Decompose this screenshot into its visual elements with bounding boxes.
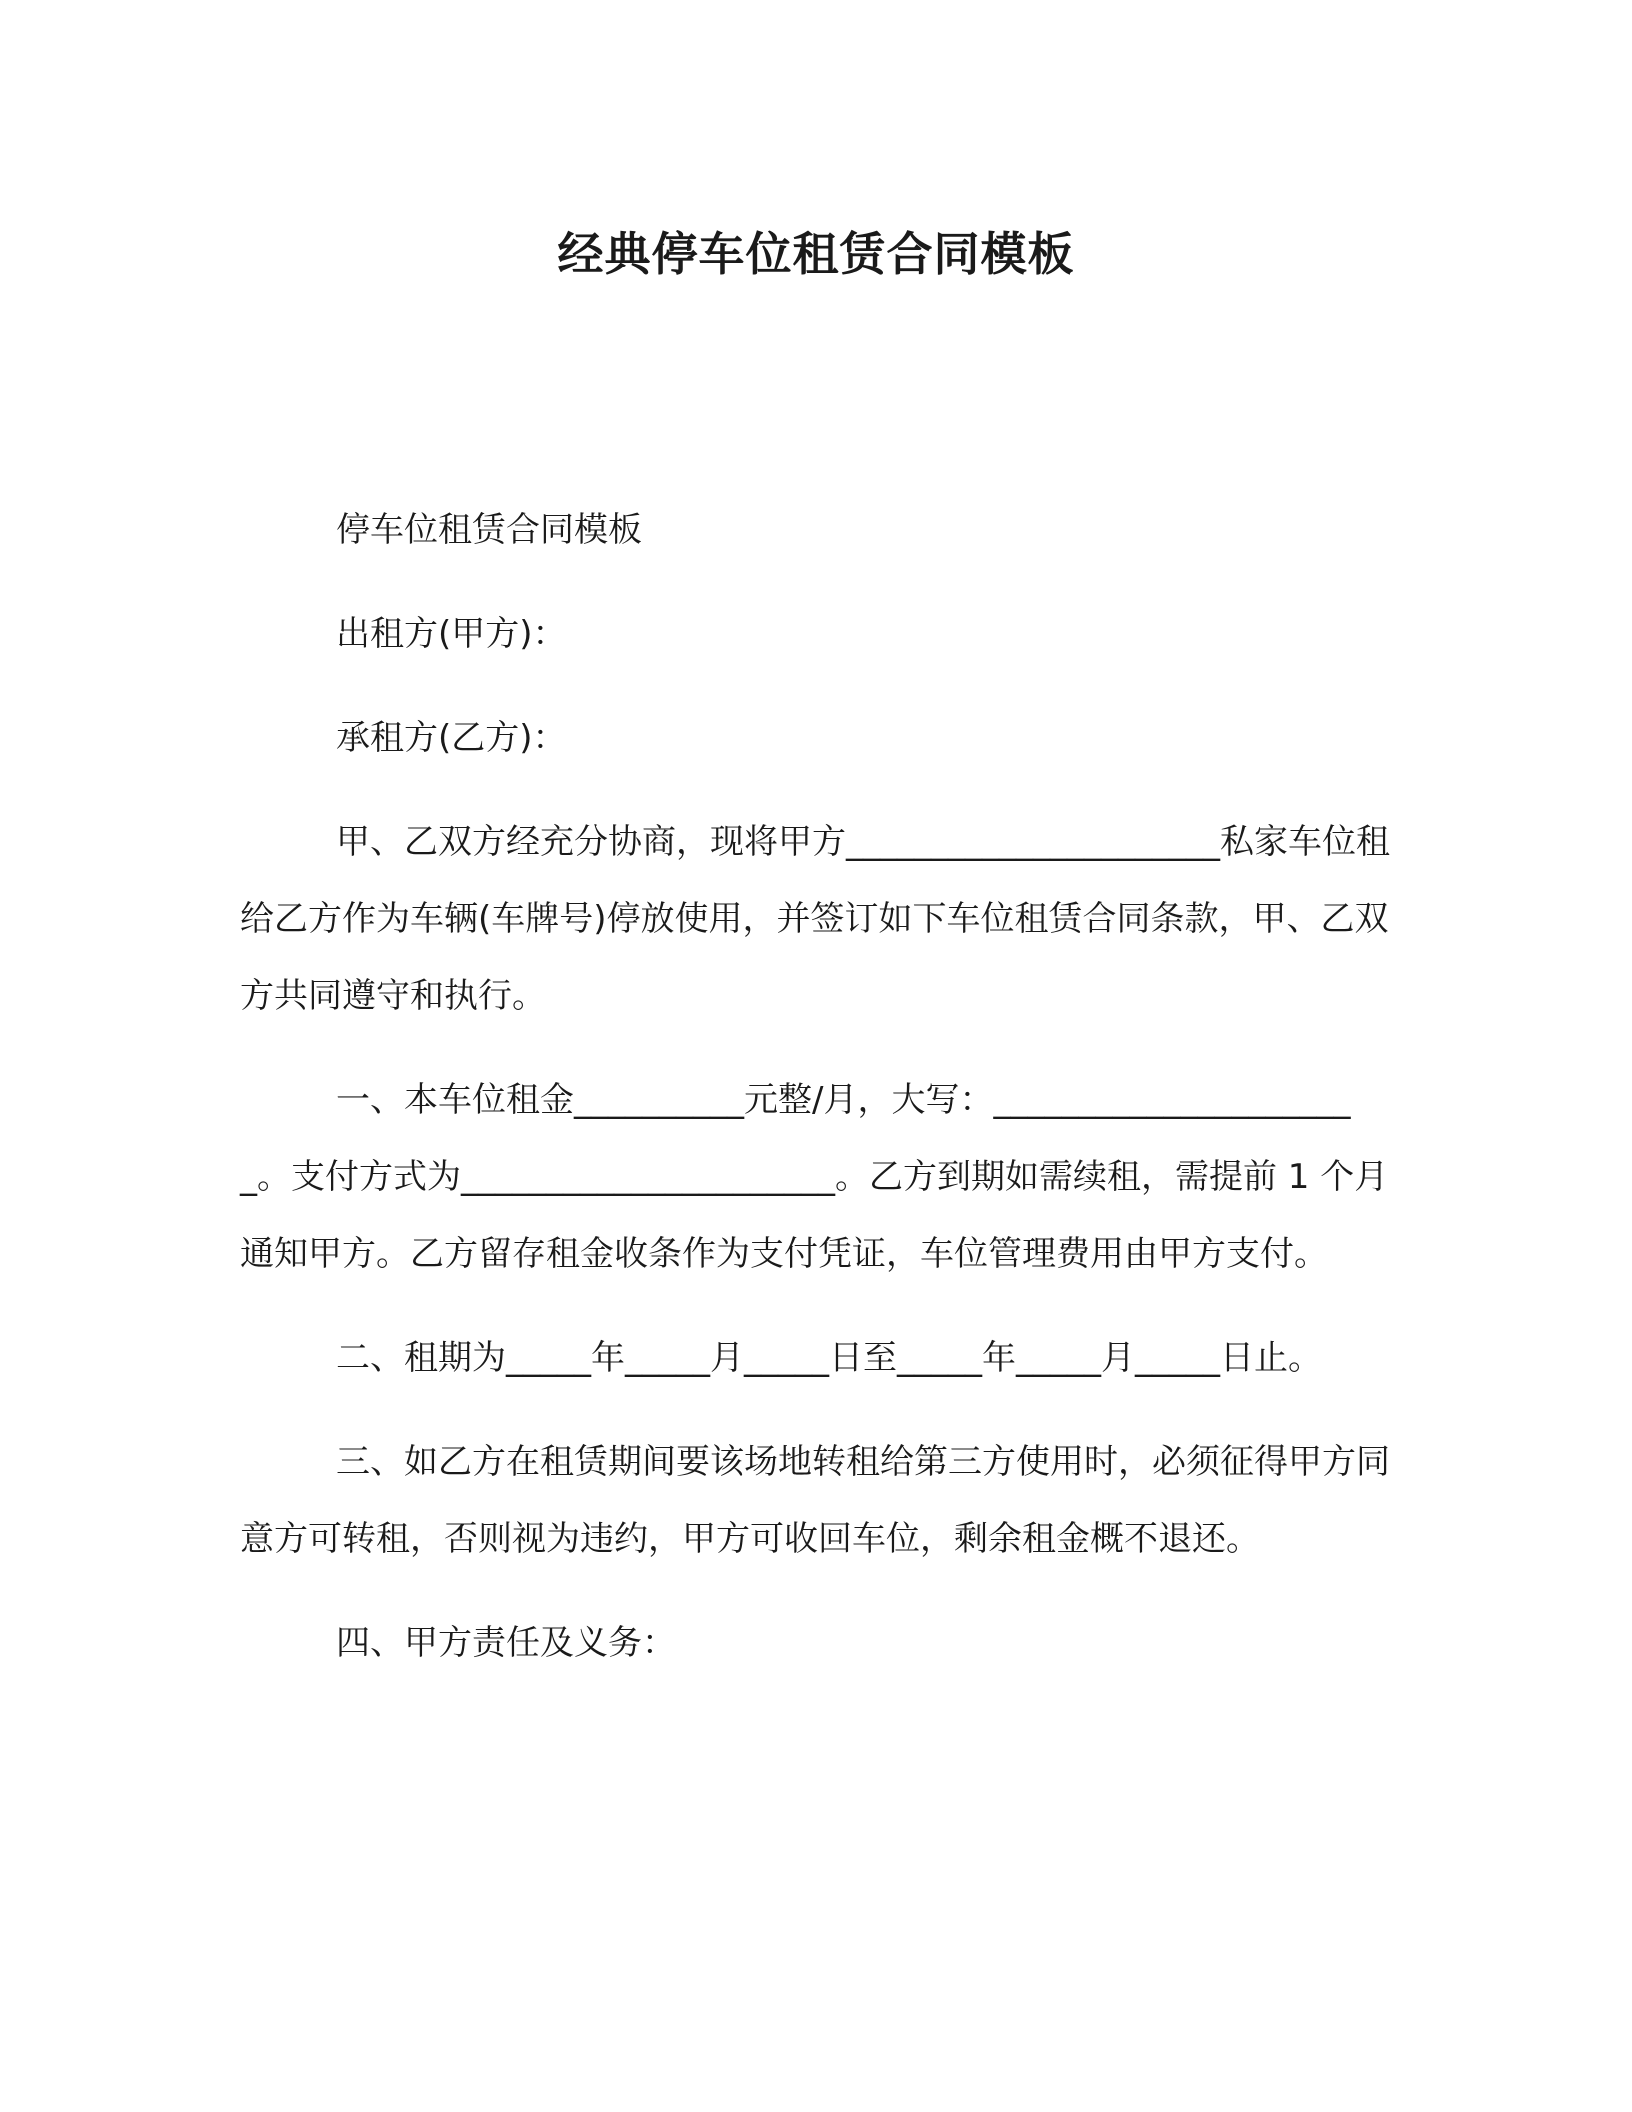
intro-paragraph: 甲、乙双方经充分协商，现将甲方______________________私家车位租给乙方作为车辆(车牌号)停放使用，并签订如下车位租赁合同条款，甲、乙双方共同遵守和执行。 (240, 822, 1390, 1016)
document-body (240, 492, 1390, 1709)
lessor-line: 出租方(甲方)： (336, 614, 567, 654)
contract-subtitle: 停车位租赁合同模板 (336, 510, 642, 550)
document-title: 经典停车位租赁合同模板 (557, 227, 1075, 281)
clause-1-rent: 一、本车位租金__________元整/月，大写：______________________。支付方式为______________________。乙方到期如需续租，需提前 1 个月通知甲方。乙方留存租金收条作为支付凭证，车位管理费用由甲方支付。 (240, 1080, 1389, 1274)
lessee-line: 承租方(乙方)： (336, 718, 567, 758)
clause-4-heading: 四、甲方责任及义务： (336, 1623, 676, 1663)
clause-2-term: 二、租期为_____年_____月_____日至_____年_____月_____日止。 (336, 1338, 1322, 1378)
clause-3-sublet: 三、如乙方在租赁期间要该场地转租给第三方使用时，必须征得甲方同意方可转租，否则视为违约，甲方可收回车位，剩余租金概不退还。 (240, 1442, 1390, 1559)
